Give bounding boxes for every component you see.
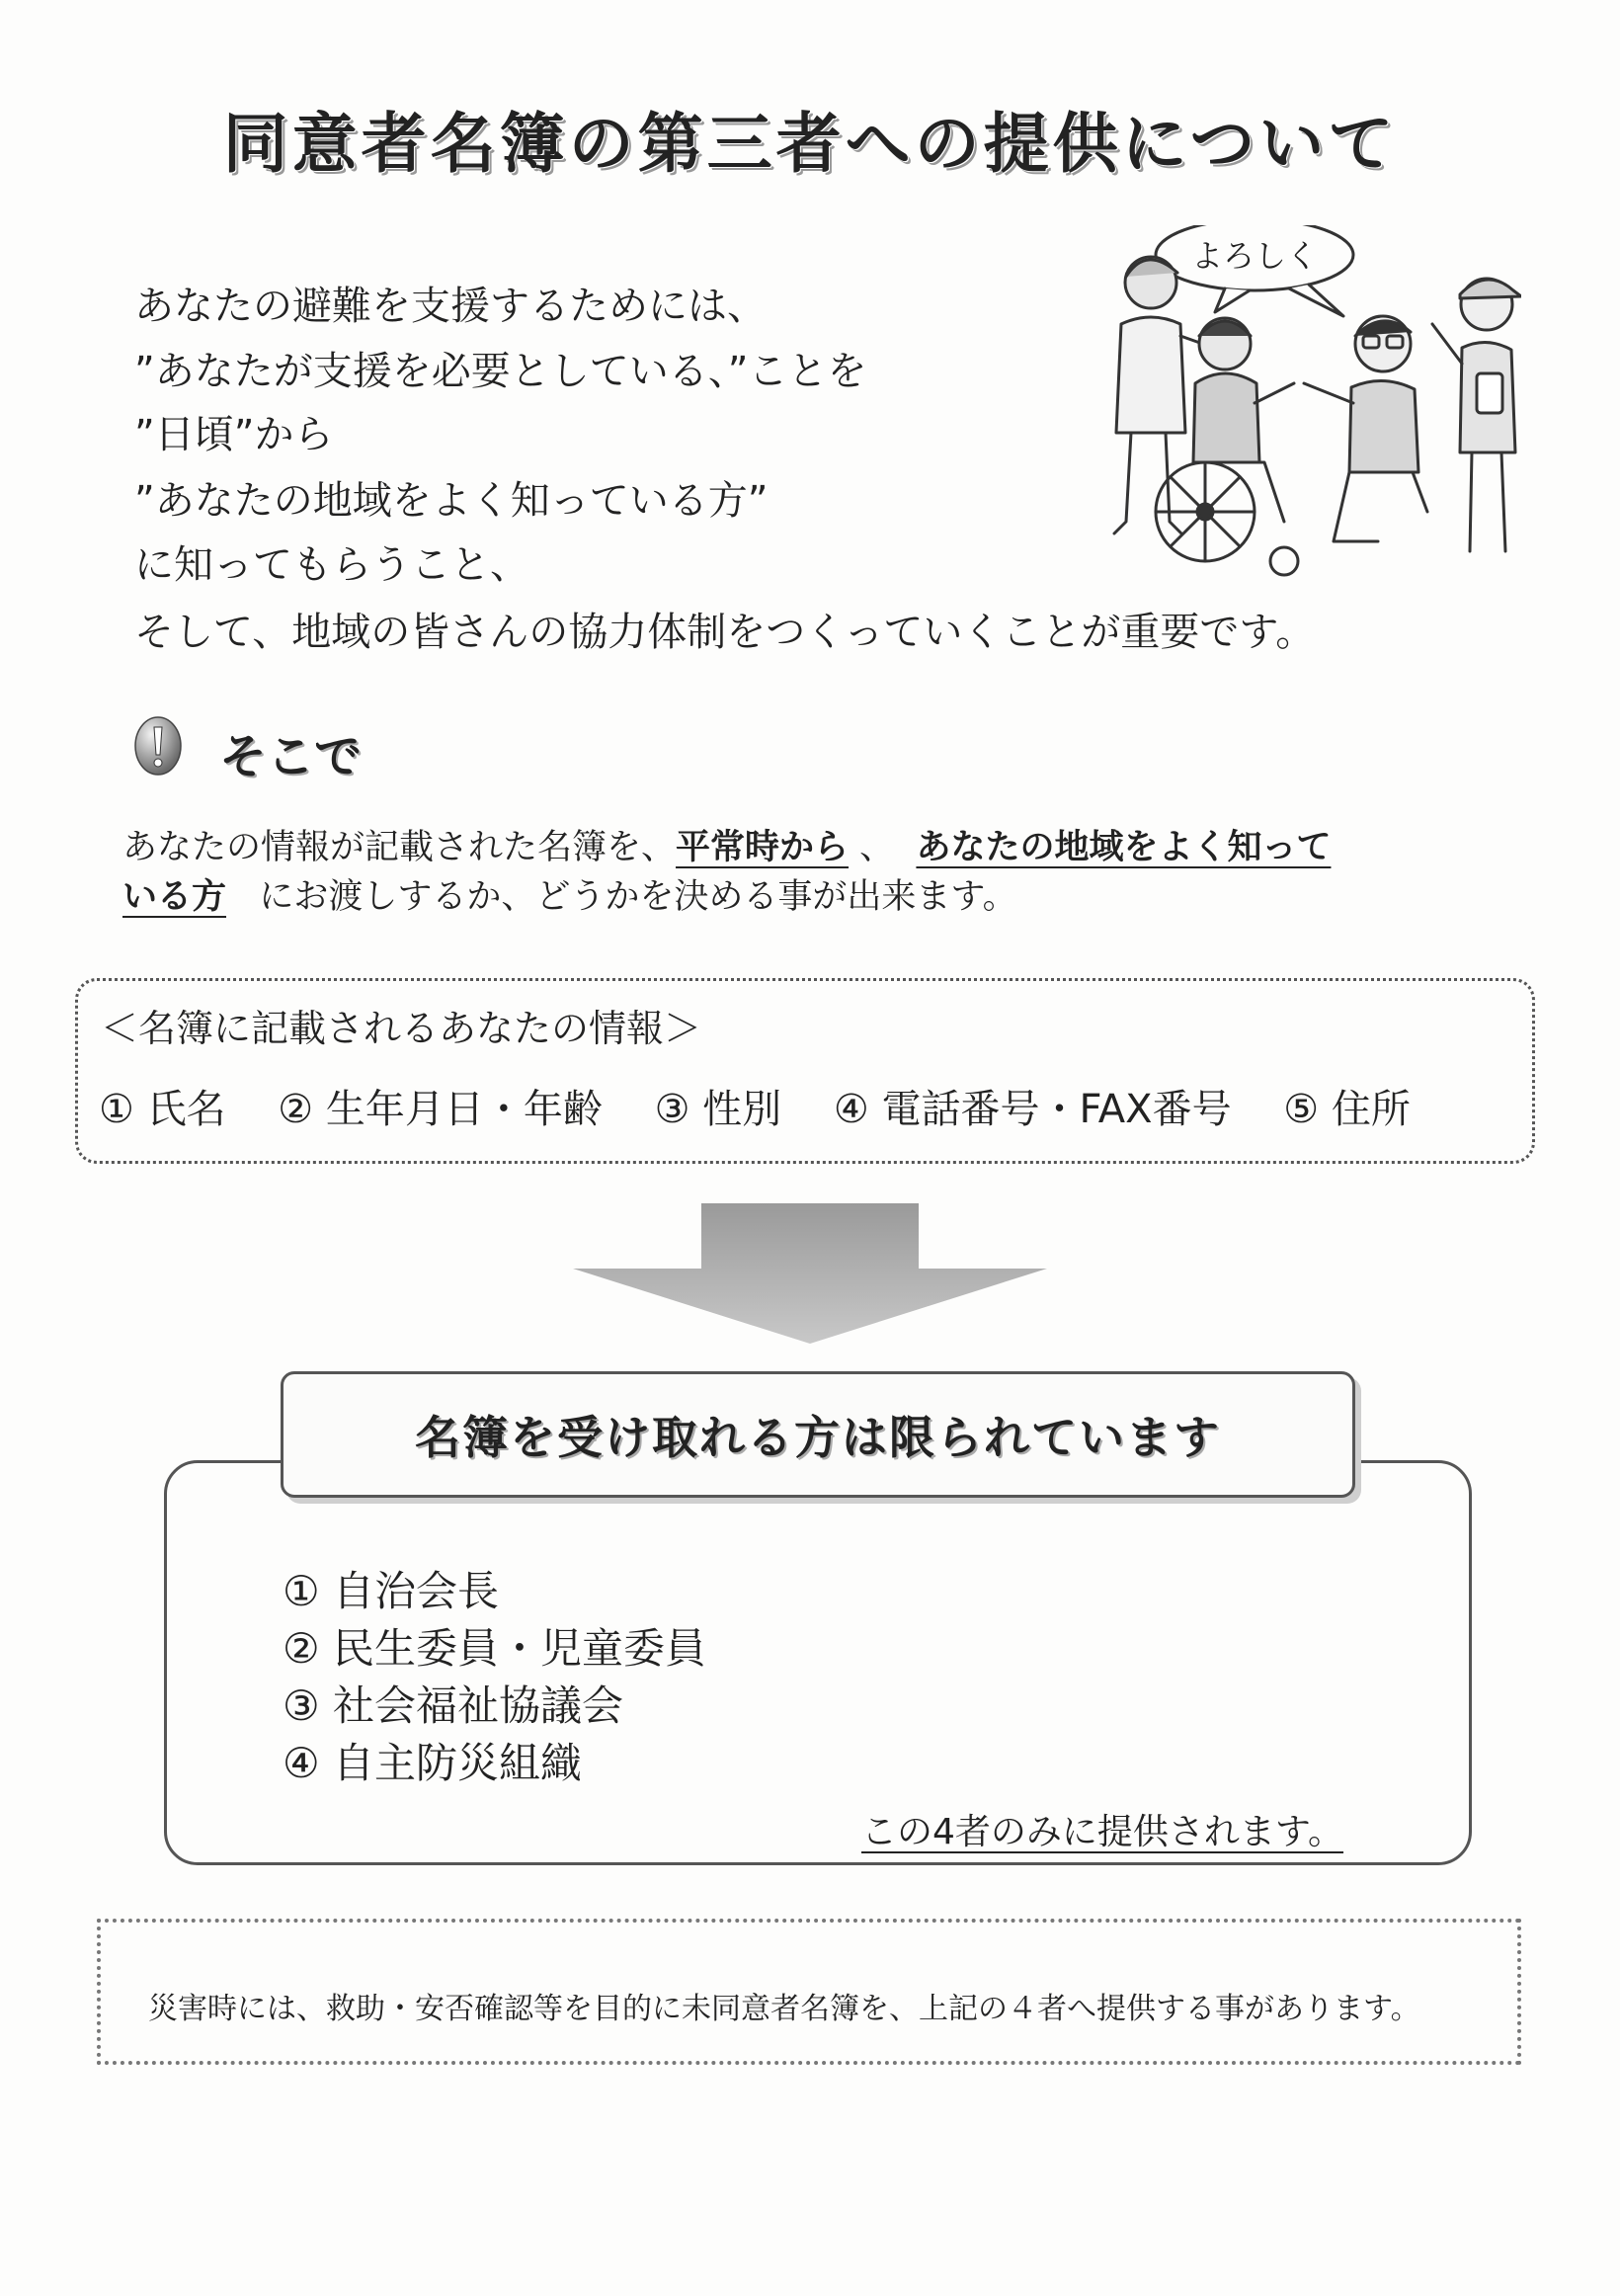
section-heading: そこで (219, 729, 363, 784)
info-item: ③ 性別 (654, 1087, 782, 1132)
underlined-phrase-2: あなたの地域をよく知って (916, 828, 1332, 867)
recipients-note: この4者のみに提供されます。 (861, 1812, 1344, 1852)
recipient-item: ② 民生委員・児童委員 (283, 1624, 707, 1673)
people-illustration (1087, 225, 1521, 591)
paragraph-text: あなたの情報が記載された名簿を、 (122, 828, 677, 867)
info-item: ④ 電話番号・FAX番号 (833, 1087, 1232, 1132)
speech-bubble-text: よろしく (1190, 237, 1319, 275)
intro-line-5: に知ってもらうこと、 (134, 542, 529, 588)
info-item: ① 氏名 (99, 1087, 226, 1132)
recipients-header (281, 1371, 1355, 1498)
recipient-item: ① 自治会長 (283, 1567, 500, 1615)
underlined-phrase-3: いる方 (122, 877, 227, 917)
recipients-header-text: 名簿を受け取れる方は限られています (415, 1411, 1221, 1464)
info-item: ⑤ 住所 (1283, 1087, 1411, 1132)
underlined-phrase-1: 平常時から (676, 828, 850, 867)
recipient-item: ③ 社会福祉協議会 (283, 1681, 624, 1730)
intro-line-3: ”日頃”から (134, 412, 334, 457)
paragraph-text: 、 (849, 828, 895, 867)
paragraph-line-2 (122, 877, 1017, 917)
recipient-item: ④ 自主防災組織 (283, 1739, 583, 1787)
info-items (99, 1078, 1411, 1134)
paragraph-line-1 (122, 828, 1331, 867)
down-arrow-icon (573, 1203, 1047, 1344)
paragraph-text: にお渡しするか、どうかを決める事が出来ます。 (259, 877, 1017, 917)
intro-line-6: そして、地域の皆さんの協力体制をつくっていくことが重要です。 (134, 610, 1316, 655)
info-item: ② 生年月日・年齢 (278, 1087, 603, 1132)
bottom-note-text: 災害時には、救助・安否確認等を目的に未同意者名簿を、上記の４者へ提供する事があります。 (148, 1992, 1420, 2026)
info-box-title: ＜名簿に記載されるあなたの情報＞ (101, 1007, 702, 1050)
exclamation-icon (133, 715, 183, 777)
intro-line-2: ”あなたが支援を必要としている、”ことを (134, 349, 867, 394)
page-title: 同意者名簿の第三者への提供について (222, 106, 1398, 182)
intro-line-4: ”あなたの地域をよく知っている方” (134, 478, 769, 524)
intro-line-1: あなたの避難を支援するためには、 (134, 284, 767, 329)
